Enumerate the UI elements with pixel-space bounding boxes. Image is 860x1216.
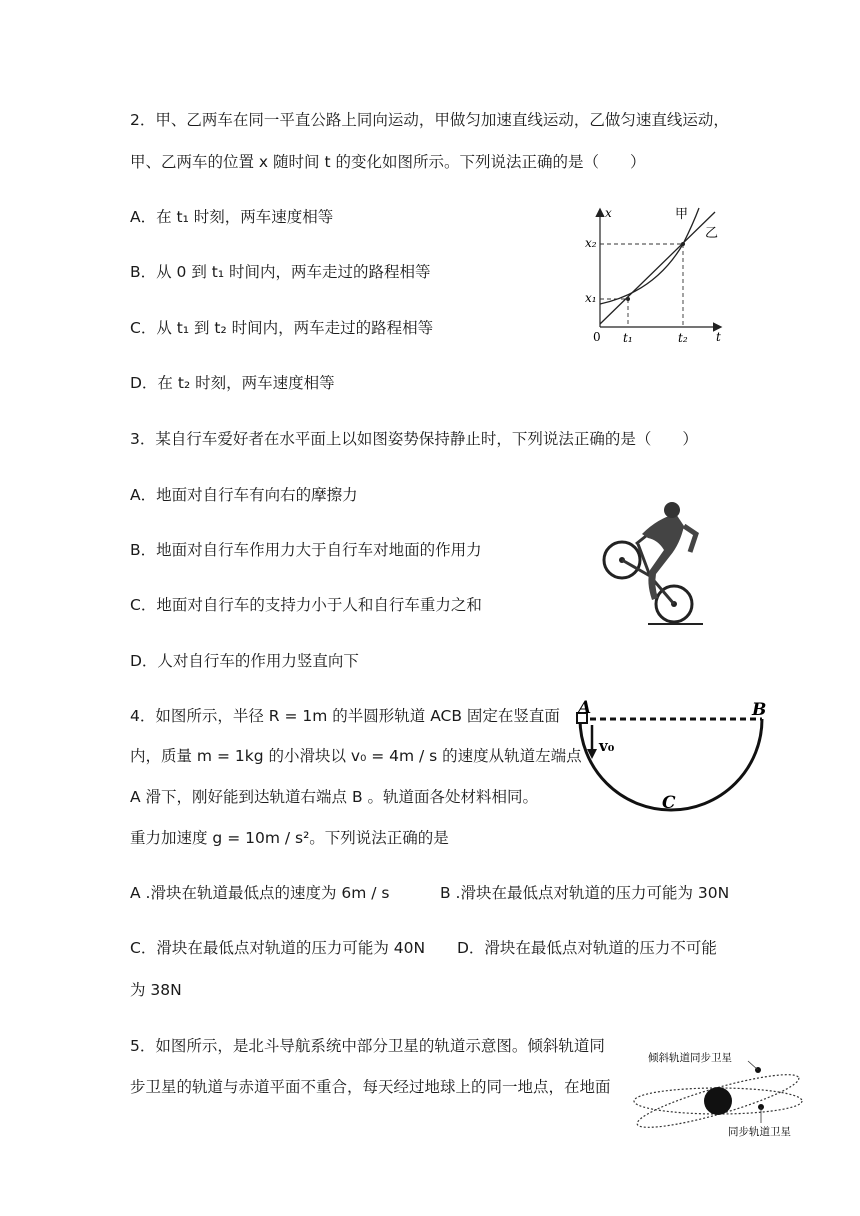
q4-label-a: A [578, 698, 592, 718]
q2-label-t2: t₂ [678, 331, 688, 345]
q5-earth [704, 1087, 732, 1115]
q4-option-a: A .滑块在轨道最低点的速度为 6m / s [130, 884, 390, 902]
q2-label-origin: 0 [593, 330, 601, 344]
q3-option-c: C．地面对自行车的支持力小于人和自行车重力之和 [130, 596, 482, 614]
q4-stem-line2: 内，质量 m = 1kg 的小滑块以 v₀ = 4m / s 的速度从轨道左端点 [130, 747, 582, 765]
q2-label-yi: 乙 [705, 226, 719, 241]
q5-stem-line2: 步卫星的轨道与赤道平面不重合，每天经过地球上的同一地点，在地面 [130, 1078, 611, 1096]
q2-option-c: C．从 t₁ 到 t₂ 时间内，两车走过的路程相等 [130, 319, 434, 337]
q2-option-d: D．在 t₂ 时刻，两车速度相等 [130, 374, 335, 392]
q5-stem-line1: 5．如图所示，是北斗导航系统中部分卫星的轨道示意图。倾斜轨道同 [130, 1037, 605, 1055]
q3-option-b: B．地面对自行车作用力大于自行车对地面的作用力 [130, 541, 482, 559]
q4-option-d-cont: 为 38N [130, 981, 182, 999]
q3-option-d: D．人对自行车的作用力竖直向下 [130, 652, 359, 670]
q3-stem: 3．某自行车爱好者在水平面上以如图姿势保持静止时，下列说法正确的是（ ） [130, 430, 698, 448]
q2-option-a: A．在 t₁ 时刻，两车速度相等 [130, 208, 334, 226]
q4-label-c: C [662, 793, 676, 813]
q4-label-v0: v₀ [599, 737, 615, 755]
q2-curve-jia [600, 208, 699, 304]
q2-label-x: x [605, 206, 612, 220]
q2-position-time-graph [585, 200, 730, 345]
q2-option-b: B．从 0 到 t₁ 时间内，两车走过的路程相等 [130, 263, 431, 281]
q2-line-yi [600, 212, 715, 324]
q4-stem-line4: 重力加速度 g = 10m / s²。下列说法正确的是 [130, 829, 449, 847]
q2-label-t: t [716, 330, 721, 344]
q4-option-c: C．滑块在最低点对轨道的压力可能为 40N [130, 939, 426, 957]
q5-label-geo: 同步轨道卫星 [728, 1126, 791, 1138]
q2-stem-line1: 2．甲、乙两车在同一平直公路上同向运动，甲做匀加速直线运动，乙做匀速直线运动， [130, 111, 729, 129]
q3-cyclist-illustration [598, 498, 708, 628]
q5-satellite-orbit-diagram [630, 1045, 805, 1143]
q4-semicircle-track [572, 695, 772, 820]
q4-stem-line3: A 滑下，刚好能到达轨道右端点 B 。轨道面各处材料相同。 [130, 788, 539, 806]
q2-label-t1: t₁ [623, 331, 633, 345]
q2-label-jia: 甲 [675, 207, 689, 222]
q3-option-a: A．地面对自行车有向右的摩擦力 [130, 486, 358, 504]
q4-label-b: B [752, 700, 767, 720]
q2-stem-line2: 甲、乙两车的位置 x 随时间 t 的变化如图所示。下列说法正确的是（ ） [130, 153, 646, 171]
q2-label-x1: x₁ [585, 291, 597, 305]
q5-label-inclined: 倾斜轨道同步卫星 [648, 1052, 732, 1064]
q4-option-d: D．滑块在最低点对轨道的压力不可能 [457, 939, 717, 957]
q4-option-b: B .滑块在最低点对轨道的压力可能为 30N [440, 884, 730, 902]
q4-stem-line1: 4．如图所示，半径 R = 1m 的半圆形轨道 ACB 固定在竖直面 [130, 707, 560, 725]
q3-rider-head [664, 502, 680, 518]
q2-label-x2: x₂ [585, 236, 597, 250]
